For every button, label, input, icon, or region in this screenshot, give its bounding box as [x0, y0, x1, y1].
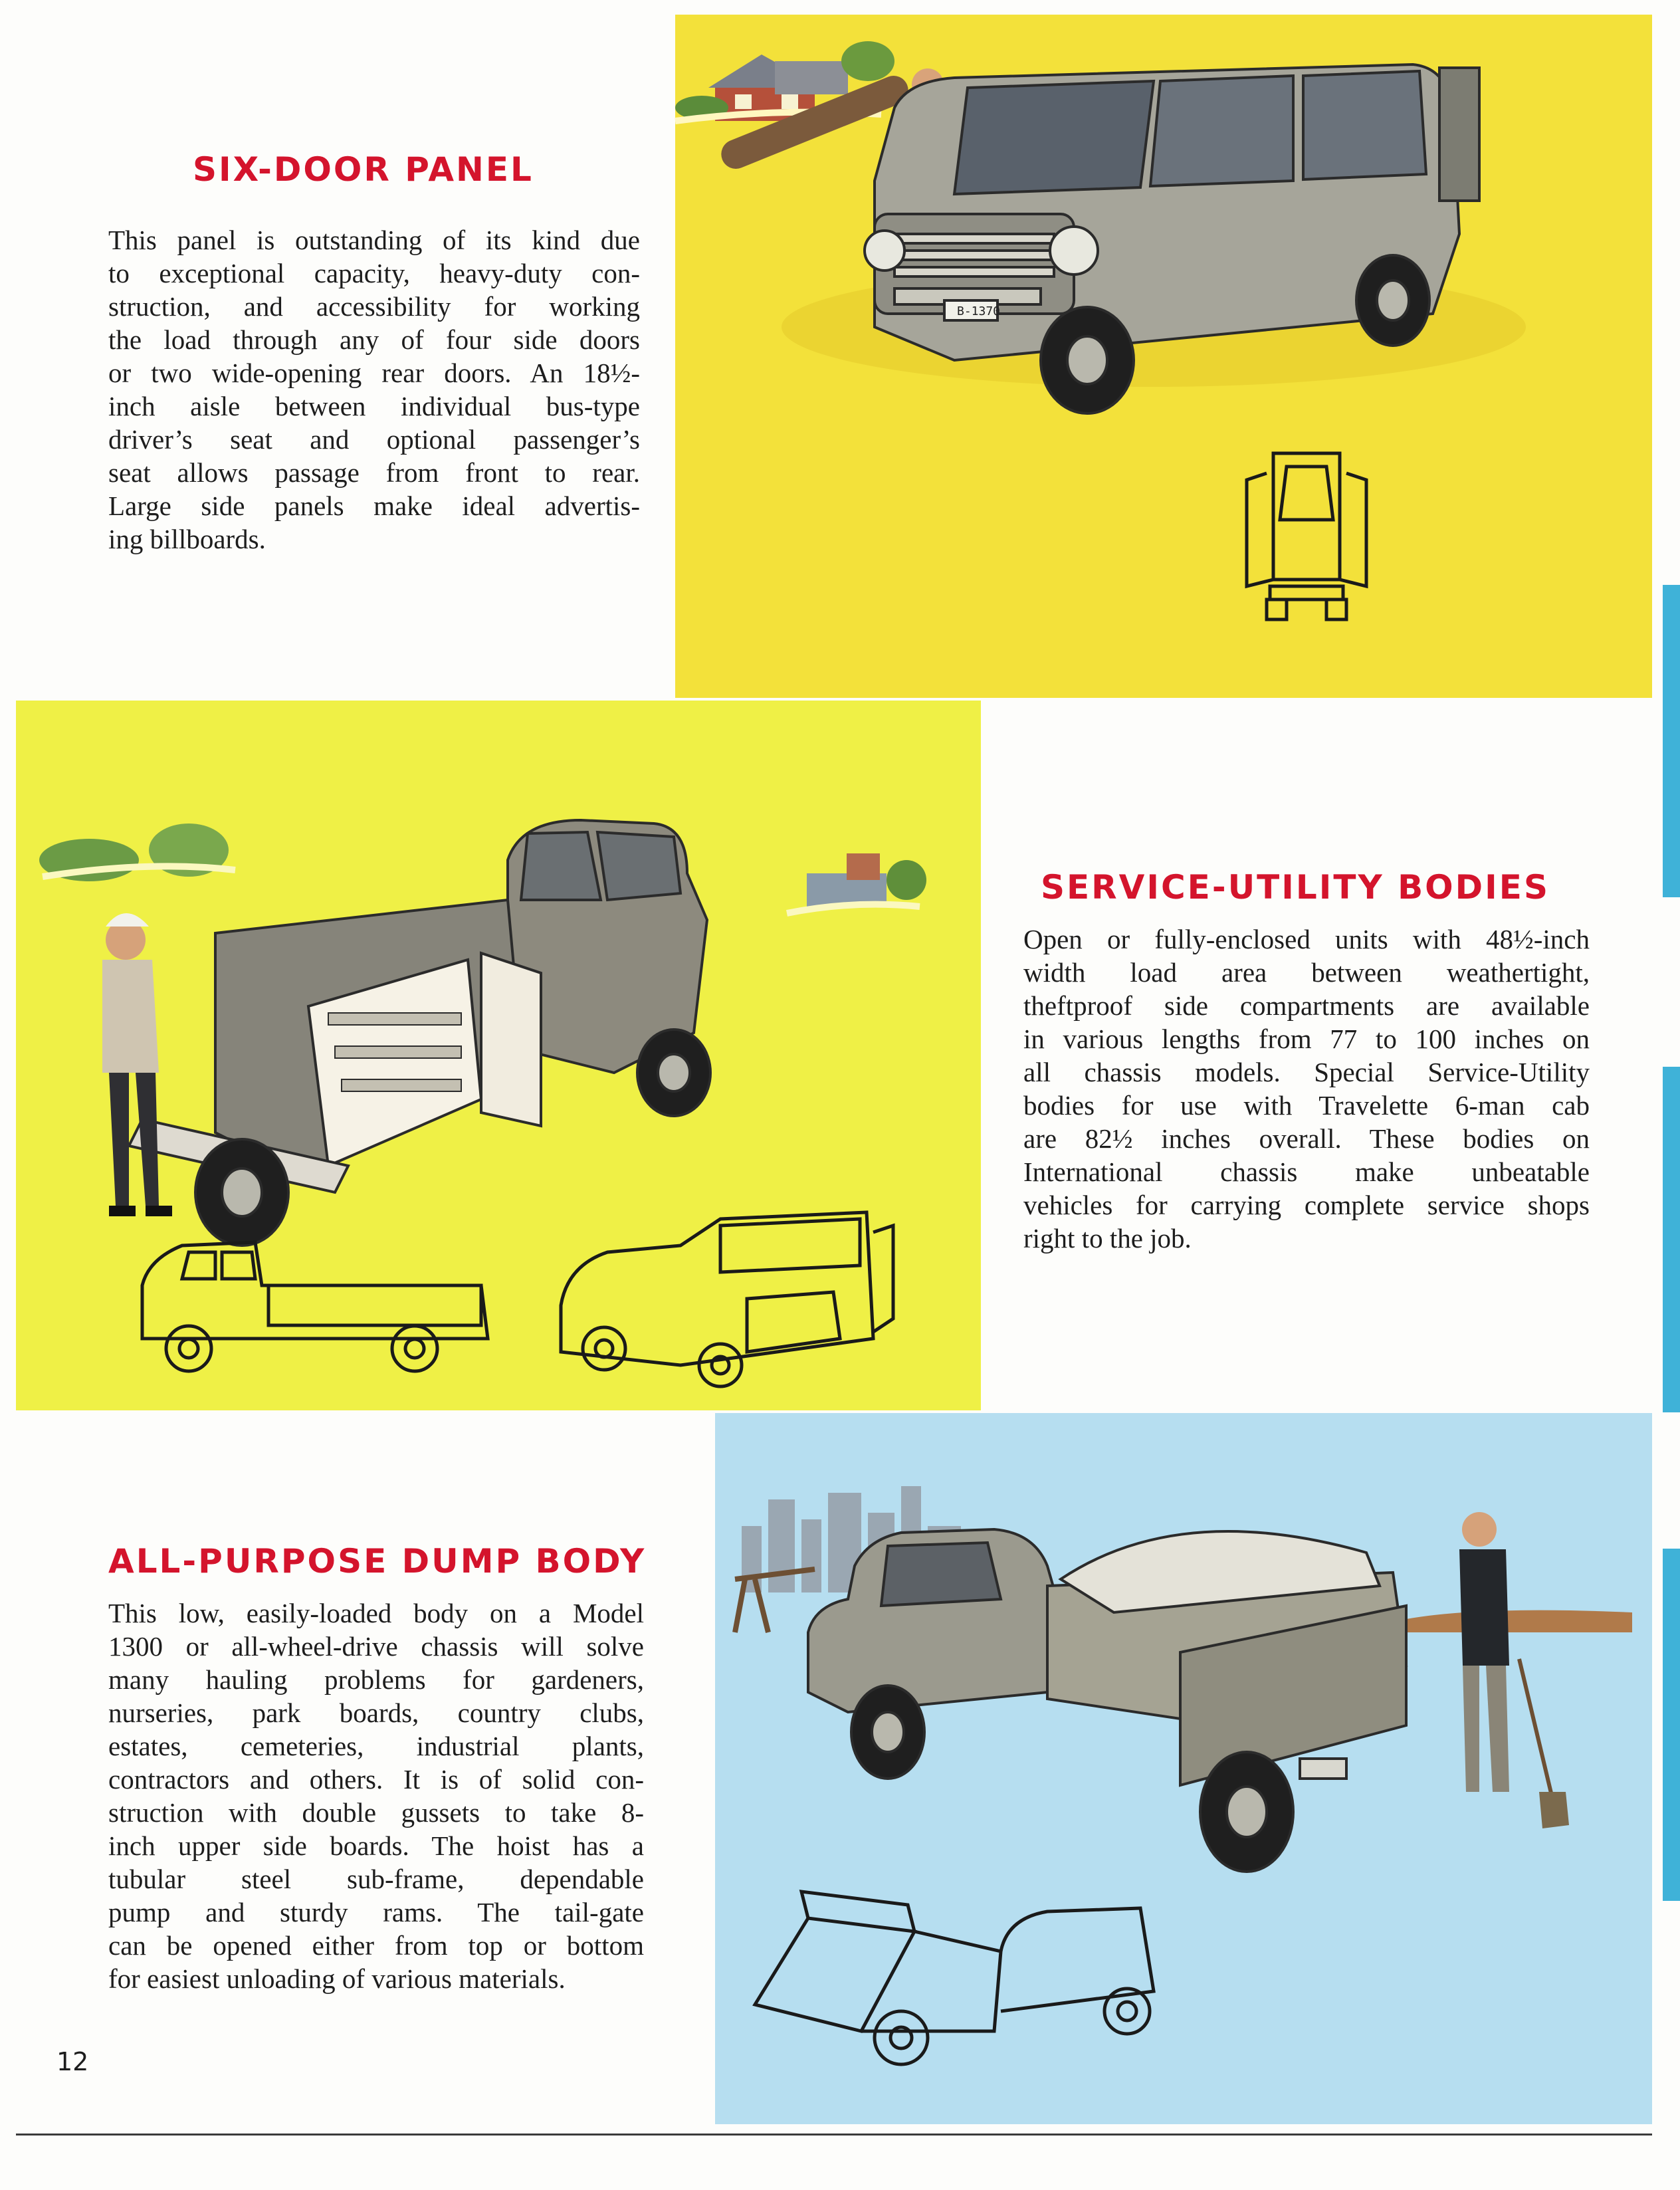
worker-with-shovel	[1459, 1512, 1569, 1828]
raised-dump-diagram	[755, 1892, 1154, 2064]
crew-cab-diagram	[142, 1242, 488, 1371]
body-line: bodies for use with Travelette 6-man cab	[1023, 1090, 1590, 1121]
body-line: right to the job.	[1023, 1223, 1192, 1254]
worker-illustration	[102, 913, 172, 1216]
background-trees	[39, 823, 235, 881]
body-line: International chassis make unbeatable	[1023, 1156, 1590, 1187]
body-line: width load area between weathertight,	[1023, 957, 1590, 988]
body-line: Large side panels make ideal advertis-	[108, 491, 640, 521]
body-line: in various lengths from 77 to 100 inches on	[1023, 1024, 1590, 1054]
service-utility-truck	[129, 820, 710, 1246]
body-line: theftproof side compartments are available	[1023, 990, 1590, 1021]
dump-truck-illustration	[715, 1413, 1652, 2124]
page-number: 12	[56, 2047, 89, 2076]
license-plate: B-1370	[957, 304, 1001, 318]
body-line: driver’s seat and optional passenger’s	[108, 424, 640, 455]
edge-tab	[1663, 585, 1680, 897]
body-line: all chassis models. Special Service-Utility	[1023, 1057, 1590, 1087]
body-line: can be opened either from top or bottom	[108, 1930, 644, 1961]
body-line: seat allows passage from front to rear.	[108, 457, 640, 488]
panel-rear-view-diagram	[1247, 453, 1366, 619]
body-line: many hauling problems for gardeners,	[108, 1664, 644, 1695]
body-line: tubular steel sub-frame, dependable	[108, 1864, 644, 1894]
edge-tab	[1663, 1067, 1680, 1412]
body-line: inch aisle between individual bus-type	[108, 391, 640, 421]
edge-tab	[1663, 1549, 1680, 1901]
body-line: Open or fully-enclosed units with 48½-inch	[1023, 924, 1590, 954]
body-line: struction with double gussets to take 8-	[108, 1797, 644, 1828]
body-line: vehicles for carrying complete service shops	[1023, 1190, 1590, 1220]
compartment-body-diagram	[561, 1212, 893, 1386]
background-building	[787, 853, 926, 913]
six-door-panel-body	[108, 223, 640, 556]
body-line: pump and sturdy rams. The tail-gate	[108, 1897, 644, 1927]
dump-body-body	[108, 1596, 644, 1995]
body-line: the load through any of four side doors	[108, 324, 640, 355]
body-line: This panel is outstanding of its kind due	[108, 225, 640, 255]
body-line: are 82½ inches overall. These bodies on	[1023, 1123, 1590, 1154]
body-line: This low, easily-loaded body on a Model	[108, 1598, 644, 1628]
body-line: struction, and accessibility for working	[108, 291, 640, 322]
bottom-rule	[16, 2134, 1652, 2135]
body-line: for easiest unloading of various materials.	[108, 1963, 566, 1994]
six-door-panel-title: SIX-DOOR PANEL	[193, 150, 534, 189]
body-line: to exceptional capacity, heavy-duty con-	[108, 258, 640, 288]
body-line: or two wide-opening rear doors. An 18½-	[108, 358, 640, 388]
service-utility-truck-illustration	[16, 701, 981, 1410]
dump-truck	[808, 1529, 1406, 1872]
body-line: estates, cemeteries, industrial plants,	[108, 1731, 644, 1761]
body-line: inch upper side boards. The hoist has a	[108, 1830, 644, 1861]
body-line: contractors and others. It is of solid con-	[108, 1764, 644, 1795]
service-utility-body	[1023, 923, 1590, 1255]
body-line: nurseries, park boards, country clubs,	[108, 1697, 644, 1728]
panel-truck-illustration	[675, 15, 1652, 698]
service-utility-title: SERVICE-UTILITY BODIES	[1041, 868, 1550, 907]
body-line: ing billboards.	[108, 524, 266, 554]
body-line: 1300 or all-wheel-drive chassis will solve	[108, 1631, 644, 1662]
dump-body-title: ALL-PURPOSE DUMP BODY	[108, 1542, 647, 1581]
